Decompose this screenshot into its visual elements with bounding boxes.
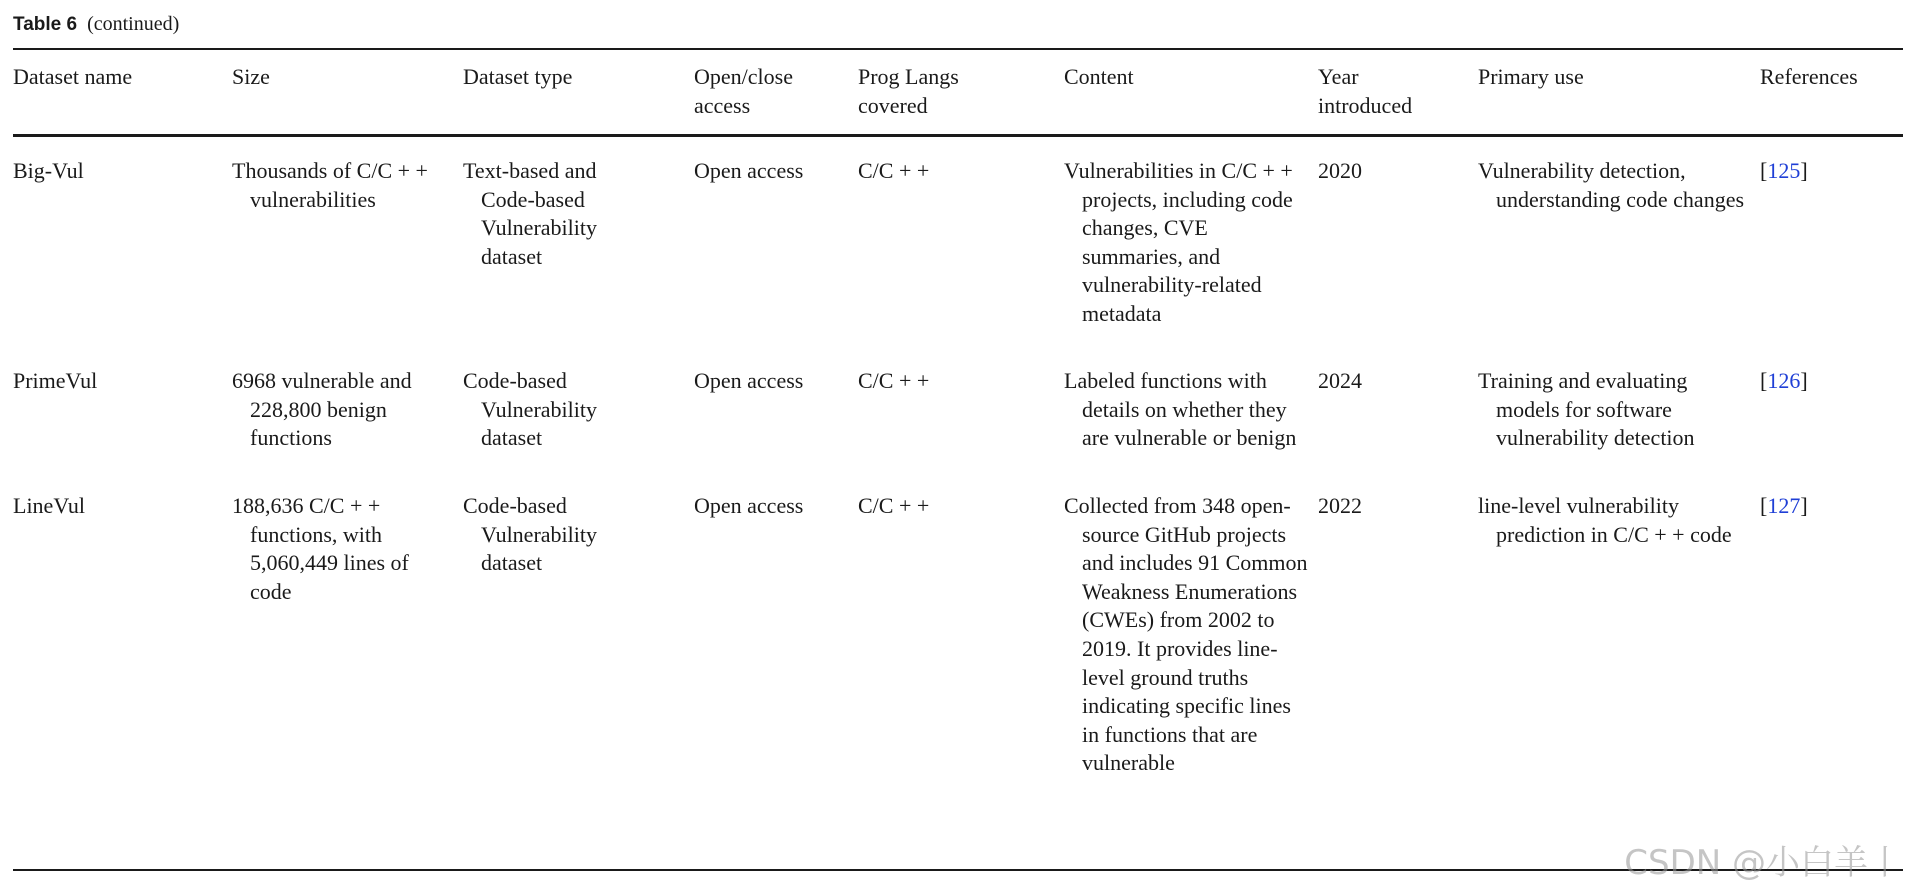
- row-linevul-type: Code-based Vulnerability dataset: [463, 493, 597, 576]
- row-primevul-name: PrimeVul: [13, 368, 98, 393]
- header-content: Content: [1064, 64, 1134, 89]
- header-references: References: [1760, 64, 1858, 89]
- header-dataset-name: Dataset name: [13, 64, 133, 89]
- row-primevul-reference: [126]: [1760, 368, 1808, 393]
- table-bottom-rule: [13, 869, 1903, 871]
- header-primary-use: Primary use: [1478, 64, 1584, 89]
- row-primevul-access: Open access: [694, 368, 804, 393]
- header-dataset-type: Dataset type: [463, 64, 573, 89]
- row-bigvul-content: Vulnerabilities in C/C + + projects, including code changes, CVE summaries, and vulnerability-related metadata: [1064, 158, 1293, 326]
- row-linevul-langs: C/C + +: [858, 493, 930, 518]
- header-access-line2: access: [694, 92, 751, 118]
- row-primevul-type: Code-based Vulnerability dataset: [463, 368, 597, 451]
- row-bigvul-name: Big-Vul: [13, 158, 84, 183]
- row-bigvul-access: Open access: [694, 158, 804, 183]
- table-top-rule: [13, 48, 1903, 50]
- row-bigvul-type: Text-based and Code-based Vulnerability dataset: [463, 158, 597, 269]
- table-caption: [13, 10, 179, 39]
- row-linevul-content: Collected from 348 open-source GitHub projects and includes 91 Common Weakness Enumerations (CWEs) from 2002 to 2019. It provides line-level ground truths indicating specific lines in functions that are vulnerable: [1064, 493, 1308, 776]
- row-bigvul-year: 2020: [1318, 158, 1362, 183]
- row-linevul-name: LineVul: [13, 493, 85, 518]
- row-primevul-content: Labeled functions with details on whether they are vulnerable or benign: [1064, 368, 1297, 451]
- header-prog-langs: [858, 63, 1048, 120]
- header-langs-line2: covered: [858, 92, 928, 118]
- header-langs-line1: Prog Langs: [858, 64, 959, 89]
- row-primevul-size: 6968 vulnerable and 228,800 benign functions: [232, 368, 412, 451]
- reference-link[interactable]: 126: [1767, 368, 1801, 393]
- row-bigvul-size: Thousands of C/C + + vulnerabilities: [232, 158, 428, 212]
- header-size: Size: [232, 64, 270, 89]
- row-primevul-year: 2024: [1318, 368, 1362, 393]
- header-year-line2: introduced: [1318, 92, 1413, 118]
- table-header-rule: [13, 134, 1903, 137]
- table-caption-text: (continued): [87, 13, 180, 35]
- row-linevul-access: Open access: [694, 493, 804, 518]
- row-bigvul-langs: C/C + +: [858, 158, 930, 183]
- header-access: [694, 63, 854, 120]
- watermark: CSDN @小白羊丨: [1624, 843, 1902, 883]
- row-linevul-use: line-level vulnerability prediction in C/C + + code: [1478, 493, 1732, 547]
- row-linevul-size: 188,636 C/C + + functions, with 5,060,449 lines of code: [232, 493, 409, 604]
- header-year-line1: Year: [1318, 64, 1359, 89]
- row-linevul-year: 2022: [1318, 493, 1362, 518]
- row-linevul-reference: [127]: [1760, 493, 1808, 518]
- table-label: Table 6: [13, 14, 78, 35]
- row-primevul-langs: C/C + +: [858, 368, 930, 393]
- reference-link[interactable]: 125: [1767, 158, 1801, 183]
- header-year: [1318, 63, 1458, 120]
- row-primevul-use: Training and evaluating models for software vulnerability detection: [1478, 368, 1695, 451]
- row-bigvul-use: Vulnerability detection, understanding code changes: [1478, 158, 1745, 212]
- header-access-line1: Open/close: [694, 64, 793, 89]
- reference-link[interactable]: 127: [1767, 493, 1801, 518]
- row-bigvul-reference: [125]: [1760, 158, 1808, 183]
